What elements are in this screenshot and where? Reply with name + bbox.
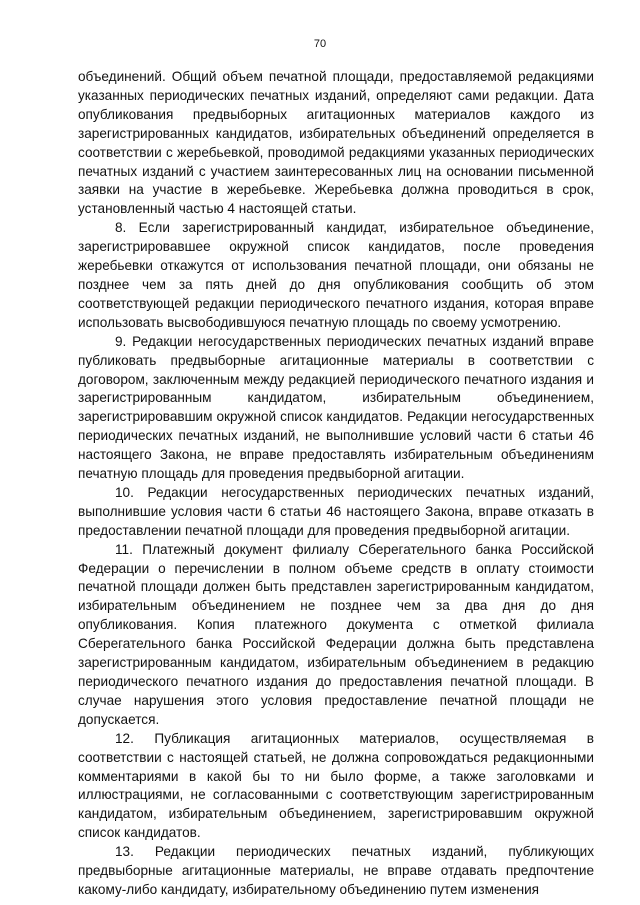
- paragraph-clause-10: 10. Редакции негосударственных периодических печатных изданий, выполнившие условия части 6 статьи 46 настоящего Закона, вправе отказать в предоставлении печатной площади для проведения предвыборной агитации.: [78, 484, 594, 538]
- paragraph-continuation: объединений. Общий объем печатной площади, предоставляемой редакциями указанных периодических печатных изданий, определяют сами редакции. Дата опубликования предвыборных агитационных материалов каждого из зарегистрированных кандидатов, избирательных объединений определяется в соответствии с жеребьевкой, проводимой редакциями указанных периодических печатных изданий с участием заинтересованных лиц на основании письменной заявки на участие в жеребьевке. Жеребьевка должна проводиться в срок, установленный частью 4 настоящей статьи.: [78, 69, 594, 217]
- paragraph-clause-11: 11. Платежный документ филиалу Сберегательного банка Российской Федерации о перечислении в полном объеме средств в оплату стоимости печатной площади должен быть представлен зарегистрированным кандидатом, избирательным объединением не позднее чем за два дня до дня опубликования. Копия платежного документа с отметкой филиала Сберегательного банка Российской Федерации должна быть представлена зарегистрированным кандидатом, избирательным объединением в редакцию периодического печатного издания до предоставления печатной площади. В случае нарушения этого условия предоставление печатной площади не допускается.: [78, 541, 594, 727]
- page-number: 70: [313, 38, 327, 50]
- paragraph-clause-12: 12. Публикация агитационных материалов, осуществляемая в соответствии с настоящей статьей, не должна сопровождаться редакционными комментариями в какой бы то ни было форме, а также заголовками и иллюстрациями, не согласованными с соответствующим зарегистрированным кандидатом, избирательным объединением, зарегистрировавшим окружной список кандидатов.: [78, 730, 594, 841]
- document-body: [78, 68, 594, 900]
- paragraph-clause-13: 13. Редакции периодических печатных изданий, публикующих предвыборные агитационные материалы, не вправе отдавать предпочтение какому-либо кандидату, избирательному объединению путем изменения: [78, 844, 594, 897]
- paragraph-clause-8: 8. Если зарегистрированный кандидат, избирательное объединение, зарегистрировавшее окружной список кандидатов, после проведения жеребьевки откажутся от использования печатной площади, они обязаны не позднее чем за пять дней до дня опубликования сообщить об этом соответствующей редакции периодического печатного издания, которая вправе использовать высвободившуюся печатную площадь по своему усмотрению.: [78, 220, 594, 330]
- paragraph-clause-9: 9. Редакции негосударственных периодических печатных изданий вправе публиковать предвыборные агитационные материалы в соответствии с договором, заключенным между редакцией периодического печатного издания и зарегистрированным кандидатом, избирательным объединением, зарегистрировавшим окружной список кандидатов. Редакции негосударственных периодических печатных изданий, не выполнившие условий части 6 статьи 46 настоящего Закона, не вправе предоставлять избирательным объединениям печатную площадь для проведения предвыборной агитации.: [78, 333, 594, 482]
